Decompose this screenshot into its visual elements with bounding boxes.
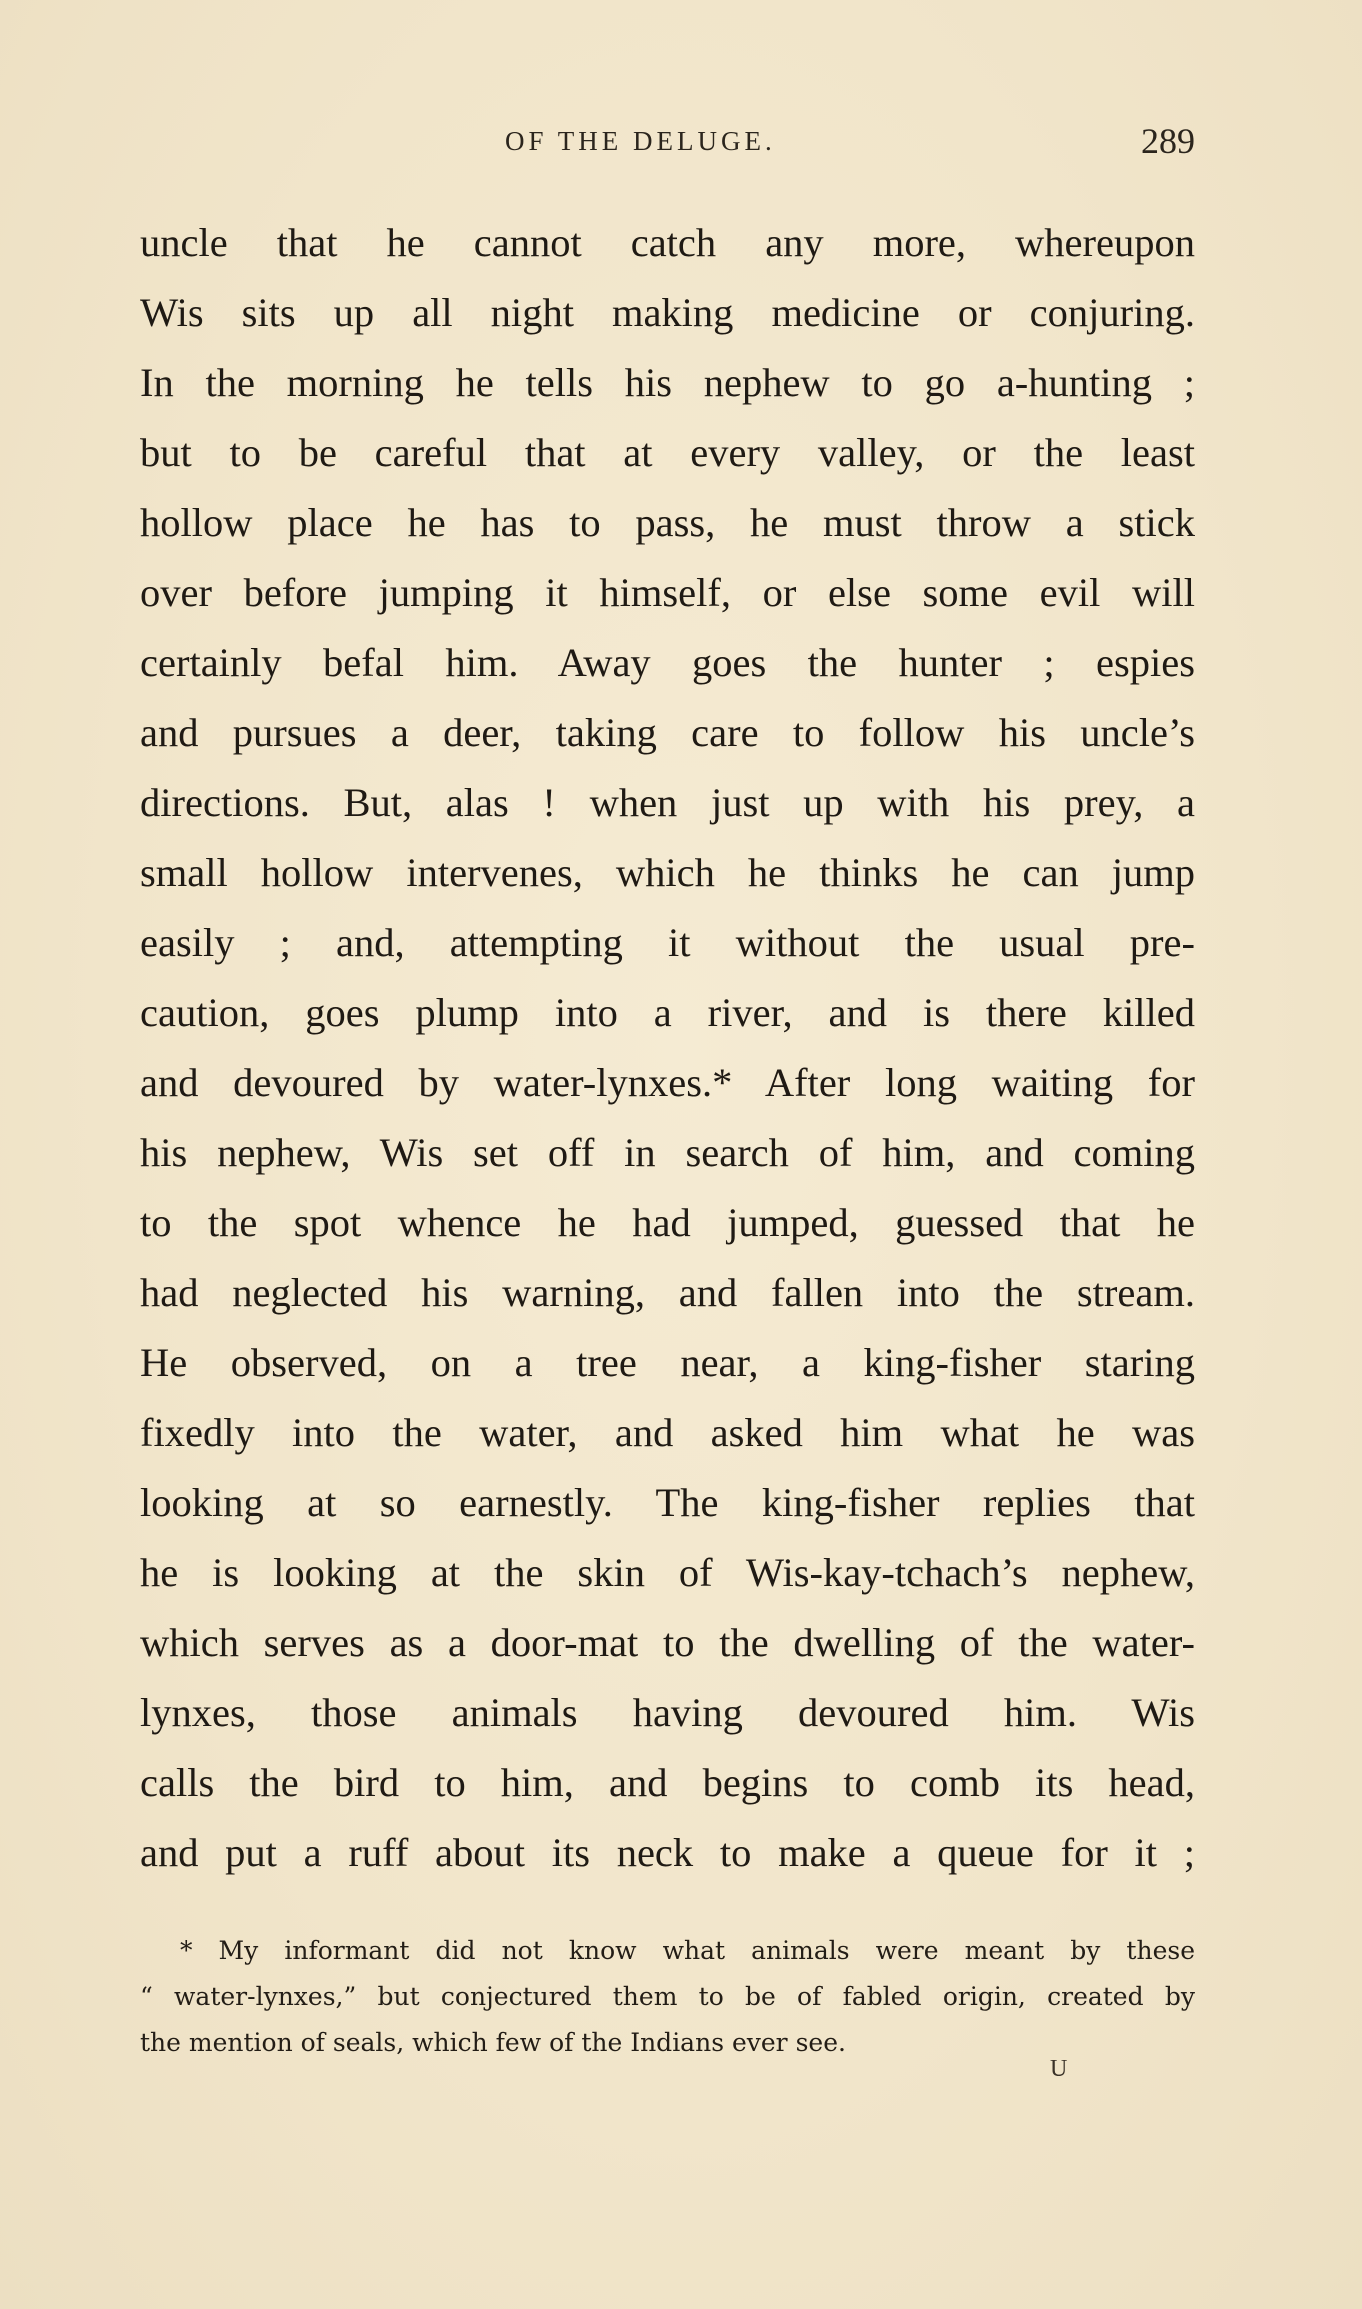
body-line: easily ; and, attempting it without the usual pre- [140,920,1195,965]
body-line: He observed, on a tree near, a king-fisher staring [140,1340,1195,1385]
body-line: and devoured by water-lynxes.* After long waiting for [140,1060,1195,1105]
body-line: In the morning he tells his nephew to go a-hunting ; [140,360,1195,405]
body-line: which serves as a door-mat to the dwelling of the water- [140,1620,1195,1665]
body-line: looking at so earnestly. The king-fisher replies that [140,1480,1195,1525]
body-line: but to be careful that at every valley, or the least [140,430,1195,475]
body-line: had neglected his warning, and fallen into the stream. [140,1270,1195,1315]
footnote [140,1928,1195,2066]
body-line: fixedly into the water, and asked him what he was [140,1410,1195,1455]
body-line: he is looking at the skin of Wis-kay-tchach’s nephew, [140,1550,1195,1595]
body-line: uncle that he cannot catch any more, whereupon [140,220,1195,265]
body-line: caution, goes plump into a river, and is there killed [140,990,1195,1035]
body-line: and pursues a deer, taking care to follow his uncle’s [140,710,1195,755]
body-line: over before jumping it himself, or else some evil will [140,570,1195,615]
body-line: to the spot whence he had jumped, guessed that he [140,1200,1195,1245]
page-number: 289 [1141,121,1195,161]
signature-mark: U [1050,2056,1068,2082]
body-line: hollow place he has to pass, he must throw a stick [140,500,1195,545]
footnote-line: “ water-lynxes,” but conjectured them to be of fabled origin, created by [140,1982,1195,2011]
body-line: certainly befal him. Away goes the hunter ; espies [140,640,1195,685]
footnote-line: the mention of seals, which few of the Indians ever see. [140,2028,846,2057]
body-line: calls the bird to him, and begins to comb its head, [140,1760,1195,1805]
footnote-line: * My informant did not know what animals were meant by these [180,1936,1195,1965]
running-title: OF THE DELUGE. [505,126,776,156]
body-line: lynxes, those animals having devoured him. Wis [140,1690,1195,1735]
body-line: small hollow intervenes, which he thinks he can jump [140,850,1195,895]
body-text [140,208,1195,1888]
body-line: directions. But, alas ! when just up with his prey, a [140,780,1195,825]
body-line: Wis sits up all night making medicine or conjuring. [140,290,1195,335]
body-line: and put a ruff about its neck to make a queue for it ; [140,1830,1195,1875]
body-line: his nephew, Wis set off in search of him, and coming [140,1130,1195,1175]
page-header [140,121,1195,166]
